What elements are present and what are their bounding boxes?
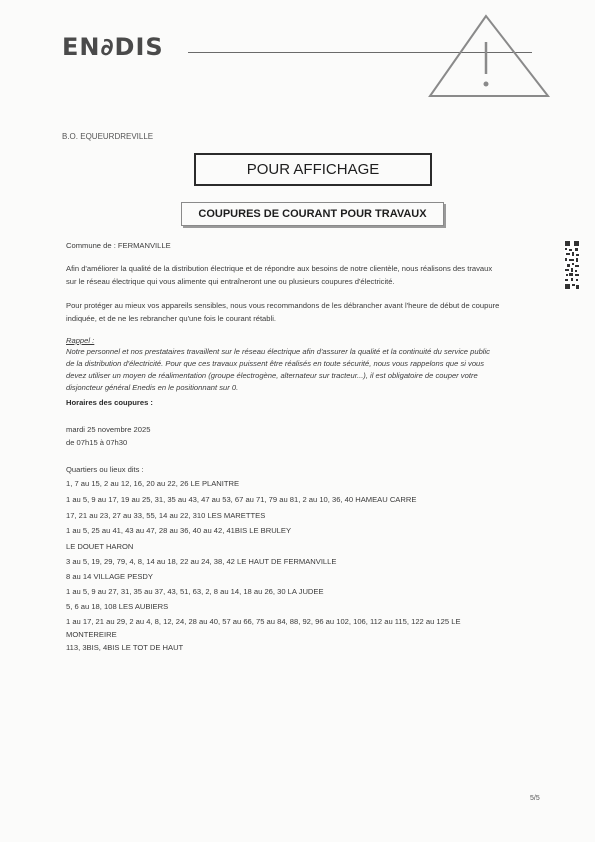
- rappel-line-1: Notre personnel et nos prestataires travaillent sur le réseau électrique afin d'assurer la qualité et la continuité du service public: [66, 347, 490, 356]
- coupure-hours: de 07h15 à 07h30: [66, 438, 128, 447]
- coupure-date: mardi 25 novembre 2025: [66, 425, 151, 434]
- rappel-line-2: de la distribution d'électricité. Pour que ces travaux puissent être réalisés en toute sécurité, nous vous rappelons que si vous: [66, 359, 485, 368]
- address-line: 1 au 5, 9 au 27, 31, 35 au 37, 43, 51, 63, 2, 8 au 14, 18 au 26, 30 LA JUDEE: [66, 587, 324, 596]
- rappel-line-3: devez utiliser un moyen de réalimentation (groupe électrogène, alternateur sur tracteur...), il est obligatoire de couper votre: [66, 371, 478, 380]
- intro-line-2: sur le réseau électrique qui vous alimente qui entraîneront une ou plusieurs coupures d'électricité.: [66, 277, 395, 286]
- address-line: 1 au 5, 25 au 41, 43 au 47, 28 au 36, 40 au 42, 41BIS LE BRULEY: [66, 526, 292, 535]
- coupures-title: COUPURES DE COURANT POUR TRAVAUX: [181, 202, 444, 226]
- protect-line-1: Pour protéger au mieux vos appareils sensibles, nous vous recommandons de les débrancher avant l'heure de début de coupure: [66, 301, 500, 310]
- horaires-title: Horaires des coupures :: [66, 398, 153, 407]
- commune-line: Commune de : FERMANVILLE: [66, 241, 171, 250]
- address-line: 113, 3BIS, 4BIS LE TOT DE HAUT: [66, 643, 184, 652]
- address-line: 1 au 17, 21 au 29, 2 au 4, 8, 12, 24, 28 au 40, 57 au 66, 75 au 84, 88, 92, 96 au 102, 106, 112 au 115, 122 au 125 LE: [66, 617, 461, 626]
- pour-affichage-title: POUR AFFICHAGE: [194, 153, 432, 186]
- address-line: 17, 21 au 23, 27 au 33, 55, 14 au 22, 310 LES MARETTES: [66, 511, 266, 520]
- bo-label: B.O. EQUEURDREVILLE: [62, 132, 154, 141]
- address-line: 3 au 5, 19, 29, 79, 4, 8, 14 au 18, 22 au 24, 38, 42 LE HAUT DE FERMANVILLE: [66, 557, 337, 566]
- address-line: 5, 6 au 18, 108 LES AUBIERS: [66, 602, 169, 611]
- rappel-line-4: disjoncteur général Enedis en le positionnant sur 0.: [66, 383, 239, 392]
- address-line: 8 au 14 VILLAGE PESDY: [66, 572, 153, 581]
- address-line: LE DOUET HARON: [66, 542, 134, 551]
- intro-line-1: Afin d'améliorer la qualité de la distribution électrique et de répondre aux besoins de notre clientèle, nous réalisons des travaux: [66, 264, 493, 273]
- protect-line-2: indiquée, et de ne les rebrancher qu'une fois le courant rétabli.: [66, 314, 276, 323]
- warning-triangle-icon: [424, 12, 552, 98]
- enedis-logo: EN∂DIS: [62, 33, 164, 61]
- address-line: 1 au 5, 9 au 17, 19 au 25, 31, 35 au 43, 47 au 53, 67 au 71, 79 au 81, 2 au 10, 36, 40 HAMEAU CARRE: [66, 495, 417, 504]
- quartiers-title: Quartiers ou lieux dits :: [66, 465, 144, 474]
- page-number: 5/5: [530, 795, 540, 802]
- address-line: 1, 7 au 15, 2 au 12, 16, 20 au 22, 26 LE PLANITRE: [66, 479, 240, 488]
- qr-code-icon: [564, 240, 580, 290]
- address-line: MONTEREIRE: [66, 630, 117, 639]
- rappel-title: Rappel :: [66, 336, 95, 345]
